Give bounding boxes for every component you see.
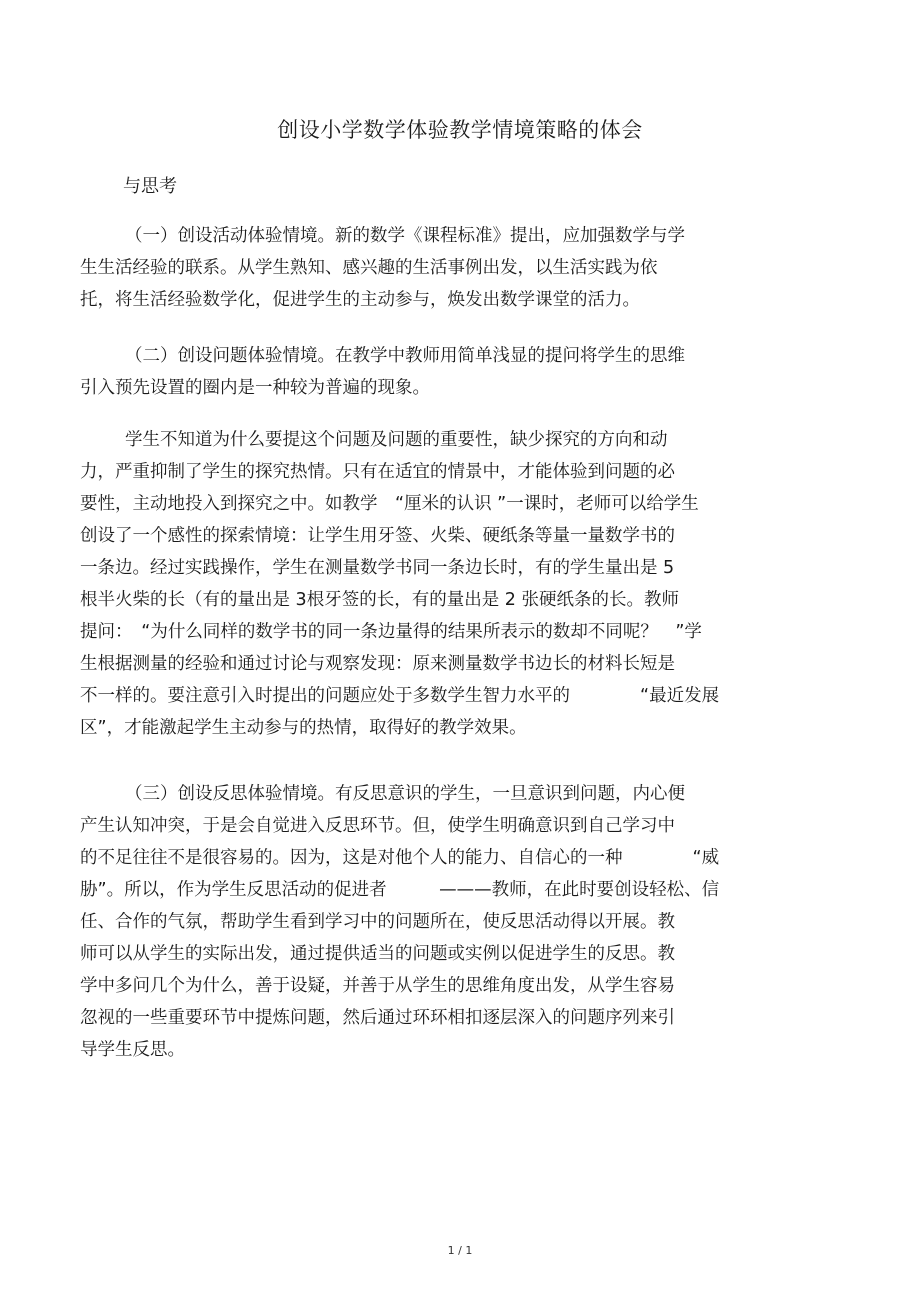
paragraph-line: 生生活经验的联系。从学生熟知、感兴趣的生活事例出发，以生活实践为依 <box>80 258 658 278</box>
paragraph-line: 提问： “为什么同样的数学书的同一条边量得的结果所表示的数却不同呢？ ”学 <box>80 622 702 642</box>
document-subtitle: 与思考 <box>123 176 177 197</box>
paragraph-line: 师可以从学生的实际出发，通过提供适当的问题或实例以促进学生的反思。教 <box>80 944 675 964</box>
paragraph-line: 根半火柴的长（有的量出是 3根牙签的长，有的量出是 2 张硬纸条的长。教师 <box>80 590 679 610</box>
paragraph-1 <box>80 220 840 316</box>
paragraph-line: 区”，才能激起学生主动参与的热情，取得好的教学效果。 <box>80 718 527 738</box>
paragraph-3 <box>80 424 840 744</box>
paragraph-line: （二）创设问题体验情境。在教学中教师用简单浅显的提问将学生的思维 <box>125 346 685 366</box>
paragraph-2 <box>80 340 840 404</box>
paragraph-line: （三）创设反思体验情境。有反思意识的学生，一旦意识到问题，内心便 <box>125 784 685 804</box>
paragraph-line: 学中多问几个为什么，善于设疑，并善于从学生的思维角度出发，从学生容易 <box>80 976 675 996</box>
paragraph-line: 引入预先设置的圈内是一种较为普遍的现象。 <box>80 378 430 398</box>
paragraph-4 <box>80 778 840 1066</box>
paragraph-line: 导学生反思。 <box>80 1040 185 1060</box>
paragraph-line: 忽视的一些重要环节中提炼问题，然后通过环环相扣逐层深入的问题序列来引 <box>80 1008 675 1028</box>
paragraph-line: 不一样的。要注意引入时提出的问题应处于多数学生智力水平的 “最近发展 <box>80 686 720 706</box>
paragraph-line: 生根据测量的经验和通过讨论与观察发现：原来测量数学书边长的材料长短是 <box>80 654 675 674</box>
paragraph-line: 的不足往往不是很容易的。因为，这是对他个人的能力、自信心的一种 “威 <box>80 848 720 868</box>
paragraph-line: 要性，主动地投入到探究之中。如教学 “厘米的认识 ”一课时，老师可以给学生 <box>80 494 699 514</box>
paragraph-line: 力，严重抑制了学生的探究热情。只有在适宜的情景中，才能体验到问题的必 <box>80 462 675 482</box>
paragraph-line: 学生不知道为什么要提这个问题及问题的重要性，缺少探究的方向和动 <box>125 430 668 450</box>
paragraph-line: 创设了一个感性的探索情境：让学生用牙签、火柴、硬纸条等量一量数学书的 <box>80 526 675 546</box>
paragraph-line: 产生认知冲突，于是会自觉进入反思环节。但，使学生明确意识到自己学习中 <box>80 816 675 836</box>
paragraph-line: 任、合作的气氛，帮助学生看到学习中的问题所在，使反思活动得以开展。教 <box>80 912 675 932</box>
paragraph-line: 托，将生活经验数学化，促进学生的主动参与，焕发出数学课堂的活力。 <box>80 290 640 310</box>
page-number: 1 / 1 <box>447 1244 473 1257</box>
paragraph-line: 胁”。所以，作为学生反思活动的促进者 ———教师，在此时要创设轻松、信 <box>80 880 720 900</box>
paragraph-line: 一条边。经过实践操作，学生在测量数学书同一条边长时，有的学生量出是 5 <box>80 558 675 578</box>
paragraph-line: （一）创设活动体验情境。新的数学《课程标准》提出，应加强数学与学 <box>125 226 685 246</box>
document-title: 创设小学数学体验教学情境策略的体会 <box>277 118 643 142</box>
